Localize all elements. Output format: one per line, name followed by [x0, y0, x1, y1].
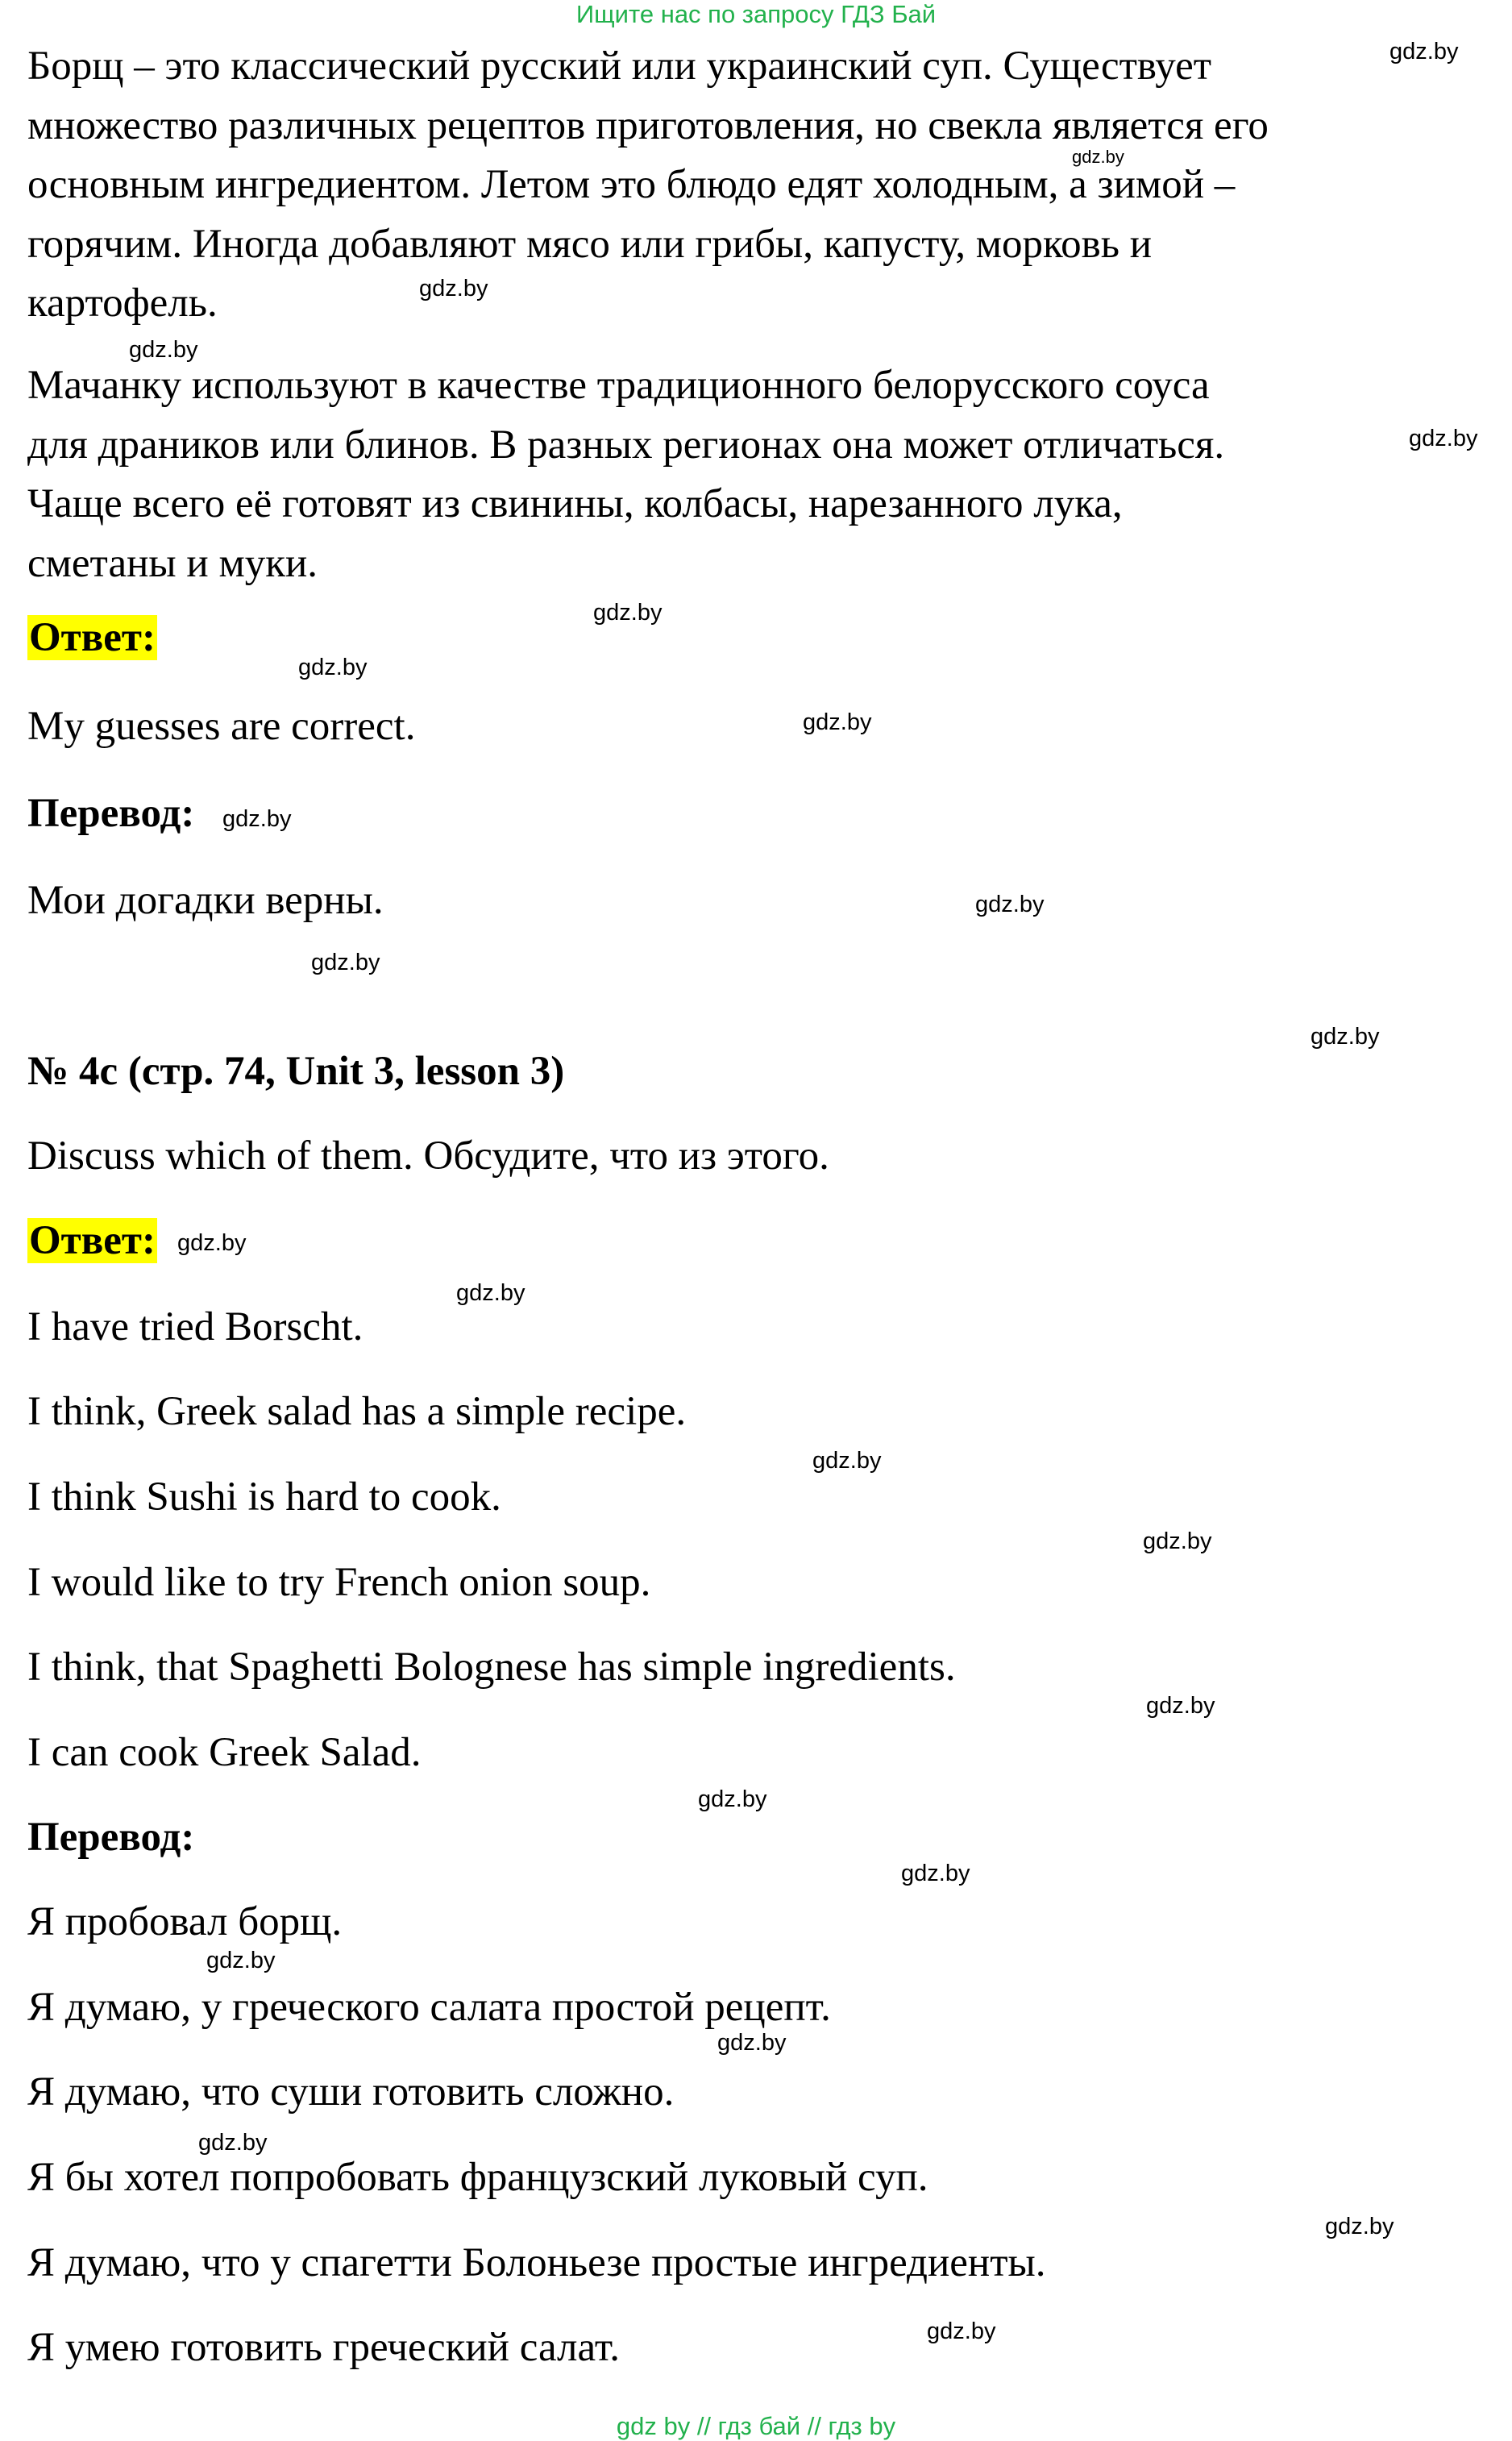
translation-item: Я думаю, что у спагетти Болоньезе простые ингредиенты. [27, 2240, 1046, 2285]
watermark: gdz.by [1311, 1024, 1380, 1050]
watermark: gdz.by [927, 2318, 996, 2344]
answer-item: I think, Greek salad has a simple recipe. [27, 1389, 687, 1434]
watermark: gdz.by [222, 806, 292, 832]
translation-item: Я умею готовить греческий салат. [27, 2325, 621, 2370]
paragraph-borscht [27, 37, 1269, 334]
watermark: gdz.by [456, 1280, 525, 1306]
watermark: gdz.by [698, 1786, 767, 1812]
text-line: Чаще всего её готовят из свинины, колбасы, нарезанного лука, [27, 481, 1123, 526]
answer-item: I think Sushi is hard to cook. [27, 1474, 501, 1520]
translation-item: Я пробовал борщ. [27, 1899, 343, 1944]
text-line: Борщ – это классический русский или украинский суп. Существует [27, 44, 1211, 89]
watermark: gdz.by [298, 655, 368, 680]
watermark: gdz.by [198, 2130, 268, 2156]
watermark: gdz.by [1325, 2214, 1394, 2239]
translation-label: Перевод: [27, 1815, 195, 1860]
watermark: gdz.by [419, 276, 488, 301]
text-line: сметаны и муки. [27, 540, 318, 586]
watermark: gdz.by [311, 950, 380, 975]
watermark: gdz.by [129, 337, 198, 363]
watermark: gdz.by [975, 892, 1045, 917]
text-line: основным ингредиентом. Летом это блюдо едят холодным, а зимой – [27, 162, 1236, 207]
text-line: горячим. Иногда добавляют мясо или грибы, капусту, морковь и [27, 221, 1153, 267]
watermark: gdz.by [593, 600, 663, 626]
answer-text: My guesses are correct. [27, 704, 416, 749]
watermark: gdz.by [812, 1448, 882, 1474]
exercise-title: № 4c (стр. 74, Unit 3, lesson 3) [27, 1049, 565, 1094]
translation-item: Я думаю, что суши готовить сложно. [27, 2069, 675, 2115]
answer-item: I can cook Greek Salad. [27, 1730, 422, 1775]
exercise-task: Discuss which of them. Обсудите, что из этого. [27, 1133, 829, 1179]
text-line: для драников или блинов. В разных регионах она может отличаться. [27, 422, 1225, 468]
answer-label: Ответ: [29, 1218, 156, 1263]
watermark: gdz.by [1146, 1693, 1215, 1719]
watermark: gdz.by [1409, 426, 1478, 451]
watermark: gdz.by [1389, 39, 1459, 64]
translation-item: Я думаю, у греческого салата простой рецепт. [27, 1985, 831, 2030]
search-hint-link[interactable]: Ищите нас по запросу ГДЗ Бай [575, 0, 937, 28]
watermark: gdz.by [206, 1948, 276, 1973]
watermark: gdz.by [901, 1861, 970, 1886]
watermark: gdz.by [1143, 1528, 1212, 1554]
watermark: gdz.by [1072, 147, 1124, 167]
translation-text: Мои догадки верны. [27, 878, 384, 923]
answer-item: I would like to try French onion soup. [27, 1560, 651, 1605]
translation-item: Я бы хотел попробовать французский луковый суп. [27, 2155, 928, 2200]
watermark: gdz.by [177, 1230, 247, 1256]
text-line: Мачанку используют в качестве традиционного белорусского соуса [27, 363, 1210, 408]
answer-item: I have tried Borscht. [27, 1304, 363, 1349]
watermark: gdz.by [717, 2030, 787, 2056]
footer-links: gdz by // гдз бай // гдз by [616, 2412, 896, 2440]
answer-item: I think, that Spaghetti Bolognese has simple ingredients. [27, 1645, 956, 1690]
text-line: множество различных рецептов приготовления, но свекла является его [27, 102, 1269, 148]
paragraph-machanka [27, 356, 1224, 593]
translation-label: Перевод: [27, 791, 195, 836]
text-line: картофель. [27, 281, 218, 326]
answer-label: Ответ: [29, 615, 156, 660]
watermark: gdz.by [803, 709, 872, 735]
